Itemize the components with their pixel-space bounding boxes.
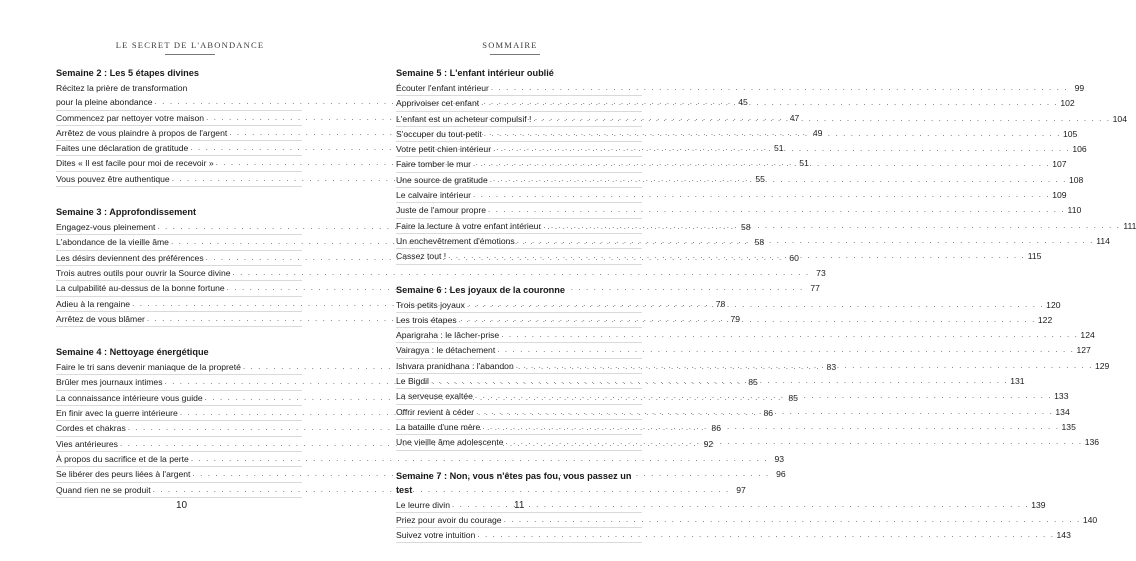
running-head: SOMMAIRE — [482, 40, 538, 50]
section-title: Semaine 7 : Non, vous n'êtes pas fou, vous passez un test — [396, 470, 632, 495]
dot-leader — [488, 203, 1065, 217]
entry-page-number: 122 — [1037, 314, 1053, 325]
entry-page-number: 120 — [1046, 299, 1061, 310]
entry-title: Écouter l'enfant intérieur — [396, 83, 489, 93]
entry-title: Dites « Il est facile pour moi de recevoir » — [56, 158, 214, 169]
entry-page-number: 86 — [711, 423, 721, 434]
entry-title-line: Récitez la prière de transformation — [56, 83, 188, 93]
entry-page-number: 124 — [1080, 330, 1095, 341]
dot-leader — [493, 142, 1070, 156]
entry-page-number: 104 — [1112, 113, 1127, 124]
dot-leader — [459, 313, 1036, 327]
entry-page-number: 93 — [774, 453, 785, 464]
entry-title: Vies antérieures — [56, 438, 118, 449]
entry-title: Cordes et chakras — [56, 423, 126, 434]
entry-page-number: 139 — [1031, 499, 1046, 510]
entry-title: Ishvara pranidhana : l'abandon — [396, 360, 514, 371]
entry-page-number: 134 — [1055, 406, 1070, 417]
entry-title: Trois autres outils pour ouvrir la Source divine — [56, 267, 231, 278]
entry-page-number: 135 — [1061, 421, 1076, 432]
entry-page-number: 105 — [1062, 128, 1078, 139]
entry-title: Aparigraha : le lâcher-prise — [396, 330, 500, 341]
head-rule — [165, 54, 215, 55]
dot-leader — [452, 498, 1029, 512]
entry-page-number: 45 — [738, 97, 748, 108]
dot-leader — [517, 234, 1094, 248]
section-title: Semaine 2 : Les 5 étapes divines — [56, 68, 199, 78]
entry-title: Faites une déclaration de gratitude — [56, 143, 189, 154]
dot-leader — [504, 513, 1081, 527]
section-title: Semaine 5 : L'enfant intérieur oublié — [396, 68, 554, 78]
dot-leader — [448, 249, 1025, 263]
toc-entry — [56, 483, 746, 498]
section-title: Semaine 4 : Nettoyage énergétique — [56, 347, 209, 358]
entry-title: Vairagya : le détachement — [396, 345, 496, 356]
entry-page-number: 99 — [1074, 83, 1085, 93]
entry-title: Faire le tri sans devenir maniaque de la propreté — [56, 362, 241, 373]
entry-title: L'abondance de la vieille âme — [56, 237, 169, 248]
dot-leader — [501, 328, 1078, 342]
dot-leader — [481, 96, 1058, 110]
entry-title: Brûler mes journaux intimes — [56, 377, 163, 388]
entry-title: Les désirs deviennent des préférences — [56, 252, 204, 263]
entry-page-number: 110 — [1067, 205, 1082, 216]
entry-page-number: 108 — [1068, 174, 1084, 185]
entry-title: En finir avec la guerre intérieure — [56, 408, 178, 419]
entry-page-number: 111 — [1123, 220, 1136, 231]
entry-title: S'occuper du tout-petit — [396, 128, 482, 139]
toc-entry — [396, 328, 1095, 343]
entry-page-number: 49 — [812, 127, 823, 138]
section-title: Semaine 3 : Approfondissement — [56, 207, 197, 218]
head-rule — [490, 54, 540, 55]
entry-title: Apprivoiser cet enfant — [396, 98, 480, 109]
entry-page-number: 60 — [789, 252, 799, 263]
dot-leader — [467, 298, 1044, 312]
dot-leader — [533, 112, 1110, 126]
entry-page-number: 127 — [1076, 345, 1091, 356]
dot-leader — [497, 343, 1074, 357]
entry-title: Suivez votre intuition — [396, 530, 476, 541]
entry-title: Adieu à la rengaine — [56, 298, 131, 309]
entry-page-number: 85 — [788, 392, 798, 403]
dot-leader — [506, 435, 1083, 449]
entry-page-number: 136 — [1084, 437, 1100, 448]
entry-page-number: 107 — [1052, 159, 1067, 170]
dot-leader — [473, 157, 1050, 171]
running-head: LE SECRET DE L'ABONDANCE — [115, 40, 265, 50]
dot-leader — [475, 389, 1052, 403]
entry-title: La bataille d'une mère — [396, 421, 481, 432]
entry-page-number: 92 — [703, 438, 714, 449]
dot-leader — [482, 420, 1059, 434]
entry-title: Le Bigdil — [396, 376, 429, 387]
entry-page-number: 109 — [1052, 190, 1067, 201]
entry-title: Faire la lecture à votre enfant intérieur — [396, 220, 542, 231]
entry-page-number: 143 — [1056, 530, 1071, 541]
entry-title: Trois petits joyaux — [396, 299, 465, 310]
entry-title: La connaissance intérieure vous guide — [56, 392, 203, 403]
entry-title: La serveuse exaltée — [396, 391, 473, 402]
entry-page-number: 131 — [1010, 376, 1025, 387]
entry-page-number: 58 — [754, 237, 765, 248]
entry-title: L'enfant est un acheteur compulsif ! — [396, 113, 532, 124]
dot-leader — [543, 219, 1120, 233]
entry-title: Les trois étapes — [396, 314, 457, 325]
entry-page-number: 114 — [1096, 235, 1110, 246]
toc-entry — [396, 513, 1098, 528]
dot-leader — [476, 405, 1053, 419]
dot-leader — [484, 127, 1061, 141]
entry-page-number: 106 — [1072, 144, 1087, 155]
dot-leader — [477, 528, 1054, 542]
entry-page-number: 58 — [741, 222, 751, 233]
entry-page-number: 79 — [730, 313, 741, 324]
entry-title: Arrêtez de vous blâmer — [56, 313, 145, 324]
entry-title: Le calvaire intérieur — [396, 190, 471, 201]
dot-leader — [473, 188, 1050, 202]
entry-title: Faire tomber le mur — [396, 159, 471, 170]
entry-title: Une vieille âme adolescente — [396, 437, 504, 448]
toc-entry — [396, 188, 1067, 203]
entry-title: Commencez par nettoyer votre maison — [56, 112, 205, 123]
entry-title: Juste de l'amour propre — [396, 205, 487, 216]
entry-page-number: 133 — [1054, 391, 1069, 402]
toc-entry — [396, 528, 1071, 543]
entry-title: Le leurre divin — [396, 499, 450, 510]
entry-page-number: 140 — [1082, 514, 1098, 525]
entry-page-number: 77 — [810, 283, 820, 294]
entry-page-number: 83 — [826, 362, 837, 373]
toc-entry — [396, 81, 1085, 96]
entry-title: Se libérer des peurs liées à l'argent — [56, 469, 191, 480]
entry-page-number: 102 — [1060, 98, 1075, 109]
toc-entry — [56, 467, 786, 482]
toc-entry — [56, 266, 826, 281]
entry-page-number: 115 — [1027, 251, 1042, 262]
entry-page-number: 129 — [1094, 360, 1110, 371]
entry-page-number: 96 — [776, 469, 786, 480]
dot-leader — [516, 359, 1093, 373]
entry-title: Vous pouvez être authentique — [56, 173, 170, 184]
entry-title: Un enchevêtrement d'émotions — [396, 235, 515, 246]
entry-page-number: 78 — [715, 298, 726, 309]
entry-page-number: 85 — [748, 377, 758, 388]
section-title: Semaine 6 : Les joyaux de la couronne — [396, 284, 566, 295]
dot-leader — [431, 374, 1008, 388]
entry-title: Priez pour avoir du courage — [396, 514, 502, 525]
toc-entry — [396, 203, 1082, 218]
dot-leader — [490, 173, 1067, 187]
entry-title: pour la pleine abondance — [56, 97, 153, 108]
entry-title: Quand rien ne se produit — [56, 484, 151, 495]
entry-title: Une source de gratitude — [396, 174, 488, 185]
entry-page-number: 97 — [736, 484, 746, 495]
entry-title: Votre petit chien intérieur — [396, 144, 492, 155]
entry-page-number: 47 — [789, 112, 800, 123]
entry-title: Arrêtez de vous plaindre à propos de l'argent — [56, 127, 228, 138]
toc-entry — [56, 452, 785, 467]
entry-title: Cassez tout ! — [396, 251, 447, 262]
entry-title: À propos du sacrifice et de la perte — [56, 453, 189, 464]
entry-title: La culpabilité au-dessus de la bonne fortune — [56, 283, 225, 294]
entry-title: Engagez-vous pleinement — [56, 222, 156, 233]
page-number: 11 — [514, 500, 525, 511]
entry-page-number: 51 — [774, 143, 784, 154]
entry-title: Offrir revient à céder — [396, 406, 475, 417]
dot-leader — [491, 81, 1068, 95]
toc-entry — [396, 343, 1091, 358]
entry-page-number: 86 — [763, 408, 774, 419]
entry-page-number: 55 — [755, 173, 765, 184]
entry-page-number: 51 — [799, 158, 809, 169]
page-number: 10 — [176, 500, 188, 511]
entry-page-number: 73 — [816, 267, 826, 278]
